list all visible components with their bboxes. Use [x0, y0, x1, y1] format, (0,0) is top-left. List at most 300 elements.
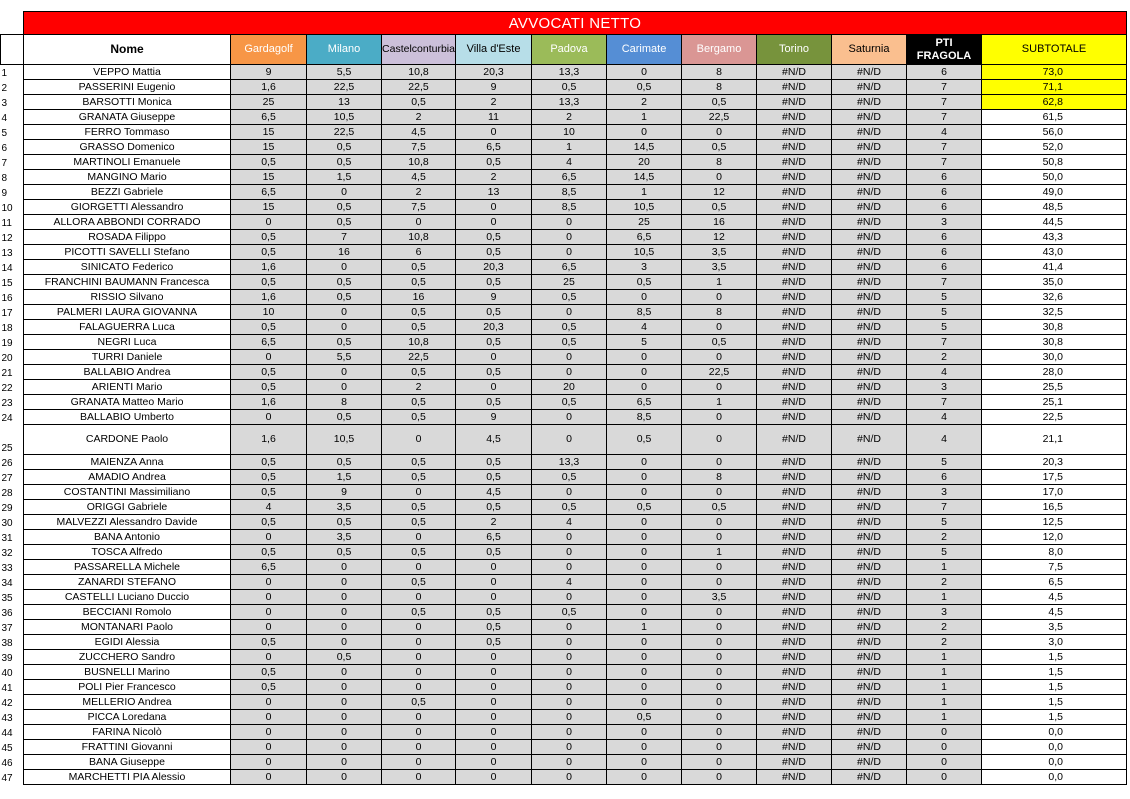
name-cell[interactable]: PASSERINI Eugenio: [24, 80, 231, 95]
carimate-cell[interactable]: 14,5: [607, 140, 682, 155]
gardagolf-cell[interactable]: 0,5: [231, 230, 307, 245]
pti-fragola-cell[interactable]: 7: [907, 500, 982, 515]
castelconturbia-cell[interactable]: 0: [382, 530, 456, 545]
padova-cell[interactable]: 0: [532, 755, 607, 770]
padova-cell[interactable]: 0: [532, 245, 607, 260]
torino-cell[interactable]: #N/D: [757, 245, 832, 260]
pti-fragola-cell[interactable]: 6: [907, 200, 982, 215]
header-villa-deste[interactable]: Villa d'Este: [456, 35, 532, 65]
padova-cell[interactable]: 13,3: [532, 95, 607, 110]
torino-cell[interactable]: #N/D: [757, 575, 832, 590]
milano-cell[interactable]: 3,5: [307, 500, 382, 515]
bergamo-cell[interactable]: 0: [682, 635, 757, 650]
gardagolf-cell[interactable]: 0: [231, 530, 307, 545]
carimate-cell[interactable]: 2: [607, 95, 682, 110]
villa-deste-cell[interactable]: 0,5: [456, 395, 532, 410]
bergamo-cell[interactable]: 0: [682, 380, 757, 395]
milano-cell[interactable]: 7: [307, 230, 382, 245]
torino-cell[interactable]: #N/D: [757, 590, 832, 605]
torino-cell[interactable]: #N/D: [757, 65, 832, 80]
saturnia-cell[interactable]: #N/D: [832, 695, 907, 710]
name-cell[interactable]: MONTANARI Paolo: [24, 620, 231, 635]
bergamo-cell[interactable]: 12: [682, 185, 757, 200]
pti-fragola-cell[interactable]: 2: [907, 350, 982, 365]
subtotale-cell[interactable]: 4,5: [982, 605, 1127, 620]
gardagolf-cell[interactable]: 0,5: [231, 320, 307, 335]
header-padova[interactable]: Padova: [532, 35, 607, 65]
gardagolf-cell[interactable]: 6,5: [231, 110, 307, 125]
villa-deste-cell[interactable]: 0,5: [456, 455, 532, 470]
name-cell[interactable]: PICOTTI SAVELLI Stefano: [24, 245, 231, 260]
torino-cell[interactable]: #N/D: [757, 140, 832, 155]
pti-fragola-cell[interactable]: 0: [907, 770, 982, 785]
torino-cell[interactable]: #N/D: [757, 215, 832, 230]
subtotale-cell[interactable]: 43,0: [982, 245, 1127, 260]
subtotale-cell[interactable]: 30,8: [982, 335, 1127, 350]
villa-deste-cell[interactable]: 0,5: [456, 545, 532, 560]
pti-fragola-cell[interactable]: 1: [907, 680, 982, 695]
castelconturbia-cell[interactable]: 0,5: [382, 260, 456, 275]
villa-deste-cell[interactable]: 2: [456, 95, 532, 110]
padova-cell[interactable]: 20: [532, 380, 607, 395]
padova-cell[interactable]: 0,5: [532, 605, 607, 620]
name-cell[interactable]: PASSARELLA Michele: [24, 560, 231, 575]
villa-deste-cell[interactable]: 0,5: [456, 500, 532, 515]
saturnia-cell[interactable]: #N/D: [832, 455, 907, 470]
header-saturnia[interactable]: Saturnia: [832, 35, 907, 65]
header-carimate[interactable]: Carimate: [607, 35, 682, 65]
carimate-cell[interactable]: 0: [607, 365, 682, 380]
castelconturbia-cell[interactable]: 0: [382, 635, 456, 650]
castelconturbia-cell[interactable]: 0,5: [382, 515, 456, 530]
castelconturbia-cell[interactable]: 0,5: [382, 605, 456, 620]
carimate-cell[interactable]: 0: [607, 635, 682, 650]
pti-fragola-cell[interactable]: 2: [907, 530, 982, 545]
subtotale-cell[interactable]: 21,1: [982, 425, 1127, 455]
saturnia-cell[interactable]: #N/D: [832, 200, 907, 215]
pti-fragola-cell[interactable]: 6: [907, 245, 982, 260]
castelconturbia-cell[interactable]: 16: [382, 290, 456, 305]
gardagolf-cell[interactable]: 0: [231, 650, 307, 665]
castelconturbia-cell[interactable]: 0: [382, 560, 456, 575]
bergamo-cell[interactable]: 0: [682, 515, 757, 530]
carimate-cell[interactable]: 0: [607, 125, 682, 140]
villa-deste-cell[interactable]: 0,5: [456, 155, 532, 170]
pti-fragola-cell[interactable]: 1: [907, 560, 982, 575]
carimate-cell[interactable]: 0: [607, 695, 682, 710]
gardagolf-cell[interactable]: 6,5: [231, 560, 307, 575]
name-cell[interactable]: PICCA Loredana: [24, 710, 231, 725]
bergamo-cell[interactable]: 0: [682, 755, 757, 770]
subtotale-cell[interactable]: 1,5: [982, 695, 1127, 710]
villa-deste-cell[interactable]: 0,5: [456, 230, 532, 245]
subtotale-cell[interactable]: 0,0: [982, 740, 1127, 755]
subtotale-cell[interactable]: 12,5: [982, 515, 1127, 530]
pti-fragola-cell[interactable]: 7: [907, 110, 982, 125]
bergamo-cell[interactable]: 0: [682, 425, 757, 455]
torino-cell[interactable]: #N/D: [757, 185, 832, 200]
pti-fragola-cell[interactable]: 6: [907, 65, 982, 80]
bergamo-cell[interactable]: 1: [682, 275, 757, 290]
torino-cell[interactable]: #N/D: [757, 260, 832, 275]
saturnia-cell[interactable]: #N/D: [832, 770, 907, 785]
torino-cell[interactable]: #N/D: [757, 530, 832, 545]
torino-cell[interactable]: #N/D: [757, 695, 832, 710]
milano-cell[interactable]: 0: [307, 710, 382, 725]
milano-cell[interactable]: 0,5: [307, 275, 382, 290]
milano-cell[interactable]: 0,5: [307, 155, 382, 170]
gardagolf-cell[interactable]: 0,5: [231, 485, 307, 500]
gardagolf-cell[interactable]: 0,5: [231, 515, 307, 530]
saturnia-cell[interactable]: #N/D: [832, 95, 907, 110]
torino-cell[interactable]: #N/D: [757, 545, 832, 560]
padova-cell[interactable]: 0: [532, 530, 607, 545]
villa-deste-cell[interactable]: 0,5: [456, 470, 532, 485]
padova-cell[interactable]: 0: [532, 425, 607, 455]
pti-fragola-cell[interactable]: 1: [907, 590, 982, 605]
carimate-cell[interactable]: 0,5: [607, 275, 682, 290]
milano-cell[interactable]: 0,5: [307, 410, 382, 425]
pti-fragola-cell[interactable]: 4: [907, 410, 982, 425]
carimate-cell[interactable]: 10,5: [607, 245, 682, 260]
bergamo-cell[interactable]: 0: [682, 290, 757, 305]
padova-cell[interactable]: 4: [532, 515, 607, 530]
subtotale-cell[interactable]: 25,5: [982, 380, 1127, 395]
milano-cell[interactable]: 0: [307, 725, 382, 740]
gardagolf-cell[interactable]: 0,5: [231, 155, 307, 170]
bergamo-cell[interactable]: 0: [682, 710, 757, 725]
villa-deste-cell[interactable]: 0,5: [456, 635, 532, 650]
carimate-cell[interactable]: 8,5: [607, 410, 682, 425]
subtotale-cell[interactable]: 0,0: [982, 755, 1127, 770]
gardagolf-cell[interactable]: 0,5: [231, 635, 307, 650]
pti-fragola-cell[interactable]: 7: [907, 95, 982, 110]
padova-cell[interactable]: 0: [532, 350, 607, 365]
villa-deste-cell[interactable]: 20,3: [456, 65, 532, 80]
milano-cell[interactable]: 0: [307, 575, 382, 590]
padova-cell[interactable]: 10: [532, 125, 607, 140]
castelconturbia-cell[interactable]: 0,5: [382, 410, 456, 425]
sheet-title[interactable]: AVVOCATI NETTO: [24, 12, 1127, 35]
gardagolf-cell[interactable]: 15: [231, 170, 307, 185]
torino-cell[interactable]: #N/D: [757, 110, 832, 125]
subtotale-cell[interactable]: 1,5: [982, 665, 1127, 680]
bergamo-cell[interactable]: 0,5: [682, 95, 757, 110]
villa-deste-cell[interactable]: 2: [456, 170, 532, 185]
milano-cell[interactable]: 9: [307, 485, 382, 500]
torino-cell[interactable]: #N/D: [757, 500, 832, 515]
pti-fragola-cell[interactable]: 6: [907, 185, 982, 200]
milano-cell[interactable]: 0: [307, 635, 382, 650]
torino-cell[interactable]: #N/D: [757, 410, 832, 425]
milano-cell[interactable]: 0: [307, 605, 382, 620]
castelconturbia-cell[interactable]: 0,5: [382, 455, 456, 470]
subtotale-cell[interactable]: 50,0: [982, 170, 1127, 185]
header-pti-fragola[interactable]: PTI FRAGOLA: [907, 35, 982, 65]
bergamo-cell[interactable]: 3,5: [682, 590, 757, 605]
carimate-cell[interactable]: 0,5: [607, 500, 682, 515]
name-cell[interactable]: AMADIO Andrea: [24, 470, 231, 485]
name-cell[interactable]: BARSOTTI Monica: [24, 95, 231, 110]
villa-deste-cell[interactable]: 0: [456, 665, 532, 680]
saturnia-cell[interactable]: #N/D: [832, 605, 907, 620]
subtotale-cell[interactable]: 44,5: [982, 215, 1127, 230]
gardagolf-cell[interactable]: 0: [231, 410, 307, 425]
name-cell[interactable]: FERRO Tommaso: [24, 125, 231, 140]
castelconturbia-cell[interactable]: 10,8: [382, 155, 456, 170]
milano-cell[interactable]: 0: [307, 680, 382, 695]
saturnia-cell[interactable]: #N/D: [832, 590, 907, 605]
carimate-cell[interactable]: 0: [607, 350, 682, 365]
gardagolf-cell[interactable]: 4: [231, 500, 307, 515]
subtotale-cell[interactable]: 4,5: [982, 590, 1127, 605]
castelconturbia-cell[interactable]: 0: [382, 215, 456, 230]
subtotale-cell[interactable]: 41,4: [982, 260, 1127, 275]
milano-cell[interactable]: 0: [307, 185, 382, 200]
torino-cell[interactable]: #N/D: [757, 605, 832, 620]
castelconturbia-cell[interactable]: 0: [382, 770, 456, 785]
bergamo-cell[interactable]: 0,5: [682, 140, 757, 155]
milano-cell[interactable]: 0: [307, 260, 382, 275]
milano-cell[interactable]: 16: [307, 245, 382, 260]
castelconturbia-cell[interactable]: 7,5: [382, 200, 456, 215]
subtotale-cell[interactable]: 20,3: [982, 455, 1127, 470]
milano-cell[interactable]: 0: [307, 695, 382, 710]
subtotale-cell[interactable]: 17,0: [982, 485, 1127, 500]
milano-cell[interactable]: 22,5: [307, 125, 382, 140]
villa-deste-cell[interactable]: 0,5: [456, 275, 532, 290]
torino-cell[interactable]: #N/D: [757, 290, 832, 305]
milano-cell[interactable]: 3,5: [307, 530, 382, 545]
padova-cell[interactable]: 0: [532, 305, 607, 320]
carimate-cell[interactable]: 4: [607, 320, 682, 335]
villa-deste-cell[interactable]: 0,5: [456, 620, 532, 635]
carimate-cell[interactable]: 0: [607, 545, 682, 560]
subtotale-cell[interactable]: 30,0: [982, 350, 1127, 365]
carimate-cell[interactable]: 14,5: [607, 170, 682, 185]
pti-fragola-cell[interactable]: 5: [907, 515, 982, 530]
torino-cell[interactable]: #N/D: [757, 365, 832, 380]
milano-cell[interactable]: 1,5: [307, 470, 382, 485]
torino-cell[interactable]: #N/D: [757, 305, 832, 320]
name-cell[interactable]: SINICATO Federico: [24, 260, 231, 275]
pti-fragola-cell[interactable]: 3: [907, 380, 982, 395]
milano-cell[interactable]: 10,5: [307, 110, 382, 125]
carimate-cell[interactable]: 0: [607, 755, 682, 770]
subtotale-cell[interactable]: 0,0: [982, 770, 1127, 785]
torino-cell[interactable]: #N/D: [757, 665, 832, 680]
castelconturbia-cell[interactable]: 0,5: [382, 395, 456, 410]
pti-fragola-cell[interactable]: 6: [907, 170, 982, 185]
castelconturbia-cell[interactable]: 0,5: [382, 320, 456, 335]
name-cell[interactable]: BANA Giuseppe: [24, 755, 231, 770]
gardagolf-cell[interactable]: 0,5: [231, 470, 307, 485]
villa-deste-cell[interactable]: 6,5: [456, 140, 532, 155]
bergamo-cell[interactable]: 0,5: [682, 200, 757, 215]
bergamo-cell[interactable]: 0: [682, 125, 757, 140]
padova-cell[interactable]: 0,5: [532, 320, 607, 335]
bergamo-cell[interactable]: 0: [682, 575, 757, 590]
saturnia-cell[interactable]: #N/D: [832, 410, 907, 425]
saturnia-cell[interactable]: #N/D: [832, 215, 907, 230]
castelconturbia-cell[interactable]: 22,5: [382, 350, 456, 365]
villa-deste-cell[interactable]: 9: [456, 80, 532, 95]
castelconturbia-cell[interactable]: 2: [382, 185, 456, 200]
castelconturbia-cell[interactable]: 0,5: [382, 500, 456, 515]
villa-deste-cell[interactable]: 4,5: [456, 485, 532, 500]
villa-deste-cell[interactable]: 0: [456, 650, 532, 665]
castelconturbia-cell[interactable]: 0,5: [382, 545, 456, 560]
padova-cell[interactable]: 0: [532, 215, 607, 230]
torino-cell[interactable]: #N/D: [757, 320, 832, 335]
bergamo-cell[interactable]: 0: [682, 530, 757, 545]
torino-cell[interactable]: #N/D: [757, 455, 832, 470]
saturnia-cell[interactable]: #N/D: [832, 530, 907, 545]
name-cell[interactable]: FRATTINI Giovanni: [24, 740, 231, 755]
castelconturbia-cell[interactable]: 6: [382, 245, 456, 260]
name-cell[interactable]: GRASSO Domenico: [24, 140, 231, 155]
saturnia-cell[interactable]: #N/D: [832, 620, 907, 635]
padova-cell[interactable]: 0: [532, 740, 607, 755]
name-cell[interactable]: BANA Antonio: [24, 530, 231, 545]
bergamo-cell[interactable]: 1: [682, 545, 757, 560]
castelconturbia-cell[interactable]: 0: [382, 590, 456, 605]
padova-cell[interactable]: 2: [532, 110, 607, 125]
name-cell[interactable]: BALLABIO Andrea: [24, 365, 231, 380]
subtotale-cell[interactable]: 52,0: [982, 140, 1127, 155]
castelconturbia-cell[interactable]: 0: [382, 740, 456, 755]
name-cell[interactable]: FRANCHINI BAUMANN Francesca: [24, 275, 231, 290]
padova-cell[interactable]: 0,5: [532, 500, 607, 515]
name-cell[interactable]: MELLERIO Andrea: [24, 695, 231, 710]
subtotale-cell[interactable]: 1,5: [982, 710, 1127, 725]
carimate-cell[interactable]: 0: [607, 665, 682, 680]
villa-deste-cell[interactable]: 0: [456, 710, 532, 725]
villa-deste-cell[interactable]: 0,5: [456, 365, 532, 380]
name-cell[interactable]: VEPPO Mattia: [24, 65, 231, 80]
saturnia-cell[interactable]: #N/D: [832, 545, 907, 560]
name-cell[interactable]: CASTELLI Luciano Duccio: [24, 590, 231, 605]
carimate-cell[interactable]: 0: [607, 605, 682, 620]
header-nome[interactable]: Nome: [24, 35, 231, 65]
subtotale-cell[interactable]: 48,5: [982, 200, 1127, 215]
saturnia-cell[interactable]: #N/D: [832, 755, 907, 770]
name-cell[interactable]: NEGRI Luca: [24, 335, 231, 350]
name-cell[interactable]: FALAGUERRA Luca: [24, 320, 231, 335]
padova-cell[interactable]: 0: [532, 590, 607, 605]
padova-cell[interactable]: 0: [532, 725, 607, 740]
name-cell[interactable]: TOSCA Alfredo: [24, 545, 231, 560]
pti-fragola-cell[interactable]: 4: [907, 365, 982, 380]
gardagolf-cell[interactable]: 0,5: [231, 455, 307, 470]
torino-cell[interactable]: #N/D: [757, 200, 832, 215]
saturnia-cell[interactable]: #N/D: [832, 230, 907, 245]
bergamo-cell[interactable]: 0: [682, 455, 757, 470]
pti-fragola-cell[interactable]: 2: [907, 635, 982, 650]
gardagolf-cell[interactable]: 10: [231, 305, 307, 320]
name-cell[interactable]: ALLORA ABBONDI CORRADO: [24, 215, 231, 230]
subtotale-cell[interactable]: 73,0: [982, 65, 1127, 80]
villa-deste-cell[interactable]: 0: [456, 200, 532, 215]
carimate-cell[interactable]: 0: [607, 680, 682, 695]
bergamo-cell[interactable]: 3,5: [682, 245, 757, 260]
castelconturbia-cell[interactable]: 22,5: [382, 80, 456, 95]
subtotale-cell[interactable]: 43,3: [982, 230, 1127, 245]
saturnia-cell[interactable]: #N/D: [832, 350, 907, 365]
padova-cell[interactable]: 4: [532, 155, 607, 170]
padova-cell[interactable]: 0,5: [532, 395, 607, 410]
bergamo-cell[interactable]: 8: [682, 155, 757, 170]
torino-cell[interactable]: #N/D: [757, 95, 832, 110]
gardagolf-cell[interactable]: 15: [231, 200, 307, 215]
header-torino[interactable]: Torino: [757, 35, 832, 65]
pti-fragola-cell[interactable]: 1: [907, 650, 982, 665]
milano-cell[interactable]: 10,5: [307, 425, 382, 455]
bergamo-cell[interactable]: 16: [682, 215, 757, 230]
gardagolf-cell[interactable]: 0,5: [231, 665, 307, 680]
castelconturbia-cell[interactable]: 10,8: [382, 230, 456, 245]
name-cell[interactable]: ZANARDI STEFANO: [24, 575, 231, 590]
pti-fragola-cell[interactable]: 7: [907, 275, 982, 290]
padova-cell[interactable]: 0: [532, 485, 607, 500]
bergamo-cell[interactable]: 1: [682, 395, 757, 410]
carimate-cell[interactable]: 25: [607, 215, 682, 230]
saturnia-cell[interactable]: #N/D: [832, 170, 907, 185]
carimate-cell[interactable]: 1: [607, 110, 682, 125]
pti-fragola-cell[interactable]: 3: [907, 215, 982, 230]
carimate-cell[interactable]: 0: [607, 740, 682, 755]
carimate-cell[interactable]: 0: [607, 770, 682, 785]
name-cell[interactable]: ZUCCHERO Sandro: [24, 650, 231, 665]
pti-fragola-cell[interactable]: 1: [907, 710, 982, 725]
carimate-cell[interactable]: 5: [607, 335, 682, 350]
bergamo-cell[interactable]: 0,5: [682, 335, 757, 350]
pti-fragola-cell[interactable]: 4: [907, 125, 982, 140]
villa-deste-cell[interactable]: 0: [456, 680, 532, 695]
subtotale-cell[interactable]: 32,5: [982, 305, 1127, 320]
torino-cell[interactable]: #N/D: [757, 230, 832, 245]
castelconturbia-cell[interactable]: 0,5: [382, 695, 456, 710]
torino-cell[interactable]: #N/D: [757, 395, 832, 410]
pti-fragola-cell[interactable]: 6: [907, 470, 982, 485]
carimate-cell[interactable]: 0: [607, 560, 682, 575]
carimate-cell[interactable]: 0,5: [607, 710, 682, 725]
bergamo-cell[interactable]: 22,5: [682, 365, 757, 380]
pti-fragola-cell[interactable]: 6: [907, 260, 982, 275]
padova-cell[interactable]: 0: [532, 650, 607, 665]
pti-fragola-cell[interactable]: 2: [907, 575, 982, 590]
villa-deste-cell[interactable]: 9: [456, 410, 532, 425]
torino-cell[interactable]: #N/D: [757, 125, 832, 140]
castelconturbia-cell[interactable]: 7,5: [382, 140, 456, 155]
villa-deste-cell[interactable]: 0: [456, 740, 532, 755]
name-cell[interactable]: MANGINO Mario: [24, 170, 231, 185]
name-cell[interactable]: GIORGETTI Alessandro: [24, 200, 231, 215]
subtotale-cell[interactable]: 28,0: [982, 365, 1127, 380]
carimate-cell[interactable]: 0: [607, 290, 682, 305]
gardagolf-cell[interactable]: 0: [231, 740, 307, 755]
padova-cell[interactable]: 0,5: [532, 290, 607, 305]
name-cell[interactable]: BUSNELLI Marino: [24, 665, 231, 680]
pti-fragola-cell[interactable]: 0: [907, 755, 982, 770]
gardagolf-cell[interactable]: 15: [231, 125, 307, 140]
pti-fragola-cell[interactable]: 3: [907, 605, 982, 620]
gardagolf-cell[interactable]: 0: [231, 350, 307, 365]
name-cell[interactable]: MARCHETTI PIA Alessio: [24, 770, 231, 785]
name-cell[interactable]: EGIDI Alessia: [24, 635, 231, 650]
torino-cell[interactable]: #N/D: [757, 380, 832, 395]
padova-cell[interactable]: 0: [532, 665, 607, 680]
